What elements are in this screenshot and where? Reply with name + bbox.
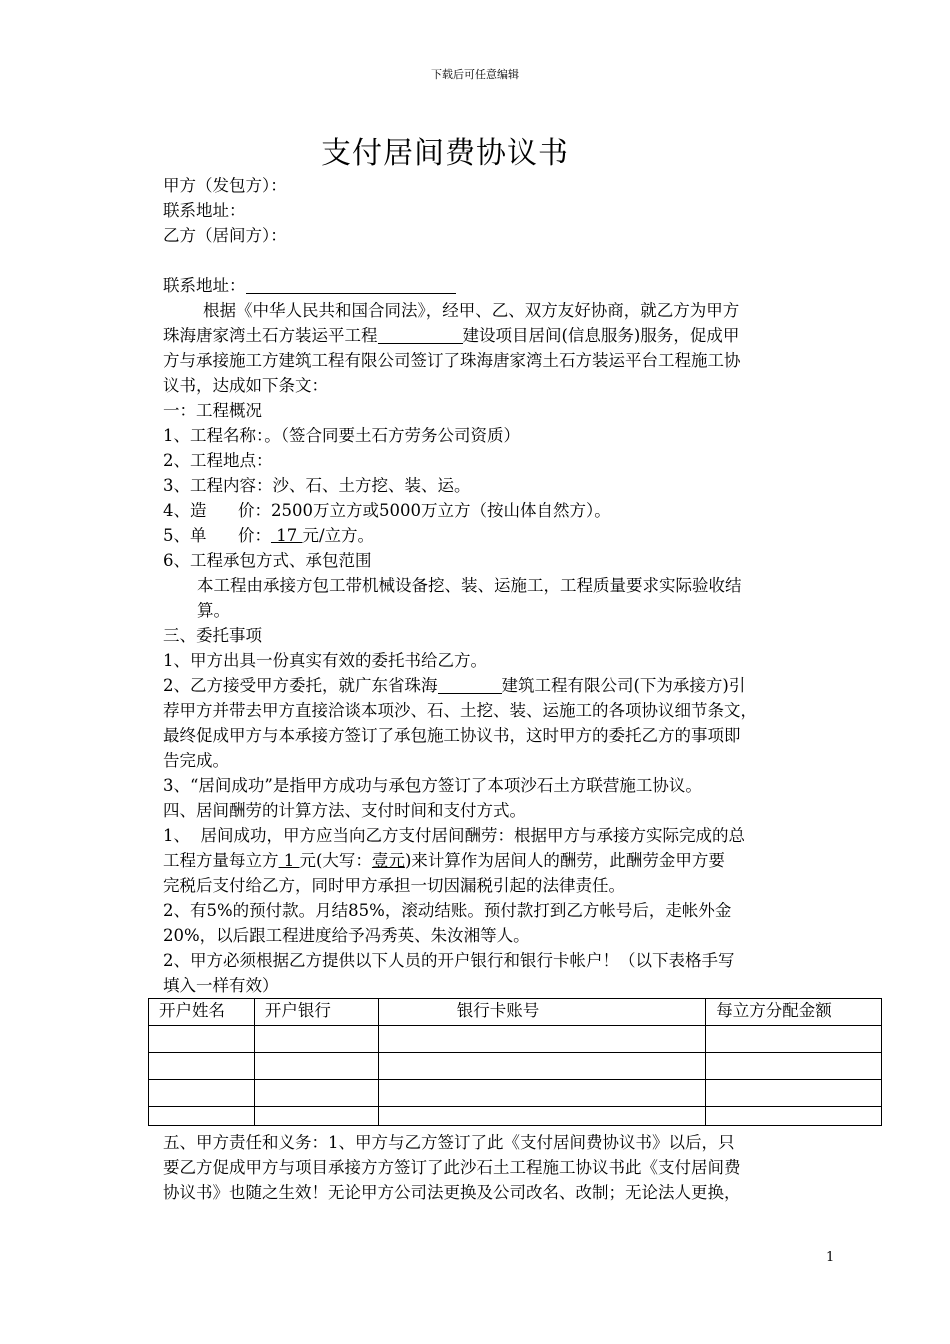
- section-3-item-2-line-4: 告完成。: [163, 751, 229, 770]
- table-cell[interactable]: [254, 1026, 378, 1053]
- table-cell[interactable]: [149, 1026, 255, 1053]
- table-cell[interactable]: [706, 1053, 882, 1080]
- section-1-item-1: 1、工程名称：。（签合同要土石方劳务公司资质）: [163, 426, 520, 445]
- project-name-text: 珠海唐家湾土石方装运平工程: [163, 326, 378, 345]
- header-card-number: 银行卡账号: [378, 999, 706, 1026]
- table-cell[interactable]: [378, 1053, 706, 1080]
- section-4-heading: 四、居间酬劳的计算方法、支付时间和支付方式。: [163, 801, 526, 820]
- party-b-address: 联系地址：: [163, 276, 246, 295]
- table-cell[interactable]: [378, 1026, 706, 1053]
- unit-price-unit: 元/立方。: [302, 526, 375, 545]
- header-account-name: 开户姓名: [149, 999, 255, 1026]
- project-blank: [378, 327, 463, 344]
- section-5-line-3: 协议书》也随之生效！无论甲方公司法更换及公司改名、改制；无论法人更换，: [163, 1183, 741, 1202]
- section-3-item-2-rest: 建筑工程有限公司(下为承接方)引: [501, 676, 746, 695]
- company-blank: [438, 677, 502, 694]
- table-cell[interactable]: [149, 1053, 255, 1080]
- bank-account-table: [148, 998, 882, 1126]
- table-row: [149, 1107, 882, 1126]
- header-note: 下载后可任意编辑: [431, 68, 519, 81]
- document-title: 支付居间费协议书: [321, 136, 569, 171]
- party-a: 甲方（发包方）：: [163, 176, 287, 195]
- table-cell[interactable]: [378, 1107, 706, 1126]
- fee-rate-text: 工程方量每立方: [163, 851, 279, 870]
- table-cell[interactable]: [254, 1080, 378, 1107]
- unit-price-label: 5、单 价：: [163, 526, 271, 545]
- section-4-item-3-line-2: 填入一样有效）: [163, 976, 279, 995]
- section-1-item-3: 3、工程内容：沙、石、土方挖、装、运。: [163, 476, 471, 495]
- preamble-line-3: 方与承接施工方建筑工程有限公司签订了珠海唐家湾土石方装运平台工程施工协: [163, 351, 741, 370]
- preamble-line-2: [163, 323, 843, 348]
- section-3-item-2-line-1: [163, 673, 843, 698]
- table-row: [149, 1053, 882, 1080]
- fee-rate-rest: )来计算作为居间人的酬劳，此酬劳金甲方要: [404, 851, 725, 870]
- unit-price-value: 17: [270, 526, 303, 545]
- section-1-item-6-line-2: 算。: [197, 601, 230, 620]
- fee-rate-value: 1: [278, 851, 300, 870]
- preamble-line-4: 议书，达成如下条文：: [163, 376, 328, 395]
- section-4-item-2-line-1: 2、有5%的预付款。月结85%，滚动结账。预付款打到乙方帐号后，走帐外金: [163, 901, 732, 920]
- section-4-item-1-line-3: 完税后支付给乙方，同时甲方承担一切因漏税引起的法律责任。: [163, 876, 625, 895]
- page-number: 1: [826, 1250, 835, 1265]
- section-3-heading: 三、委托事项: [163, 626, 262, 645]
- table-cell[interactable]: [149, 1107, 255, 1126]
- section-4-item-2-line-2: 20%，以后跟工程进度给予冯秀英、朱汝湘等人。: [163, 926, 530, 945]
- section-1-item-6: 6、工程承包方式、承包范围: [163, 551, 372, 570]
- section-1-heading: 一：工程概况: [163, 401, 262, 420]
- table-cell[interactable]: [378, 1080, 706, 1107]
- table-cell[interactable]: [706, 1080, 882, 1107]
- fee-rate-upper-label: 元(大写：: [299, 851, 372, 870]
- section-1-item-6-line-1: 本工程由承接方包工带机械设备挖、装、运施工，工程质量要求实际验收结: [197, 576, 742, 595]
- section-4-item-3-line-1: 2、甲方必须根据乙方提供以下人员的开户银行和银行卡帐户！（以下表格手写: [163, 951, 735, 970]
- address-blank: [246, 277, 456, 294]
- section-3-item-2-line-3: 最终促成甲方与本承接方签订了承包施工协议书，这时甲方的委托乙方的事项即: [163, 726, 741, 745]
- preamble-line-2-rest: 建设项目居间(信息服务)服务，促成甲: [462, 326, 740, 345]
- table-cell[interactable]: [706, 1026, 882, 1053]
- preamble-line-1: 根据《中华人民共和国合同法》，经甲、乙、双方友好协商，就乙方为甲方: [203, 301, 740, 320]
- table-cell[interactable]: [706, 1107, 882, 1126]
- section-3-item-2-text: 2、乙方接受甲方委托，就广东省珠海: [163, 676, 438, 695]
- section-4-item-1-line-1: 1、 居间成功，甲方应当向乙方支付居间酬劳：根据甲方与承接方实际完成的总: [163, 826, 745, 845]
- header-amount-per-cubic: 每立方分配金额: [706, 999, 882, 1026]
- table-cell[interactable]: [254, 1053, 378, 1080]
- section-3-item-1: 1、甲方出具一份真实有效的委托书给乙方。: [163, 651, 487, 670]
- section-3-item-2-line-2: 荐甲方并带去甲方直接洽谈本项沙、石、土挖、装、运施工的各项协议细节条文，: [163, 701, 757, 720]
- section-5-line-2: 要乙方促成甲方与项目承接方方签订了此沙石土工程施工协议书此《支付居间费: [163, 1158, 741, 1177]
- section-1-item-5: [163, 523, 843, 548]
- table-row: [149, 1080, 882, 1107]
- party-b: 乙方（居间方）：: [163, 226, 287, 245]
- party-b-address-line: [163, 273, 843, 298]
- section-1-item-2: 2、工程地点：: [163, 451, 273, 470]
- section-5-line-1: 五、甲方责任和义务：1、甲方与乙方签订了此《支付居间费协议书》以后，只: [163, 1133, 735, 1152]
- section-3-item-3: 3、“居间成功”是指甲方成功与承包方签订了本项沙石土方联营施工协议。: [163, 776, 702, 795]
- table-cell[interactable]: [254, 1107, 378, 1126]
- fee-rate-upper-value: 壹元: [371, 851, 405, 870]
- party-a-address: 联系地址：: [163, 201, 246, 220]
- table-row: [149, 1026, 882, 1053]
- header-bank: 开户银行: [254, 999, 378, 1026]
- table-header-row: [149, 999, 882, 1026]
- document-body: [159, 173, 843, 1205]
- table-cell[interactable]: [149, 1080, 255, 1107]
- section-4-item-1-line-2: [163, 848, 843, 873]
- section-1-item-4: 4、造 价：2500万立方或5000万立方（按山体自然方）。: [163, 501, 611, 520]
